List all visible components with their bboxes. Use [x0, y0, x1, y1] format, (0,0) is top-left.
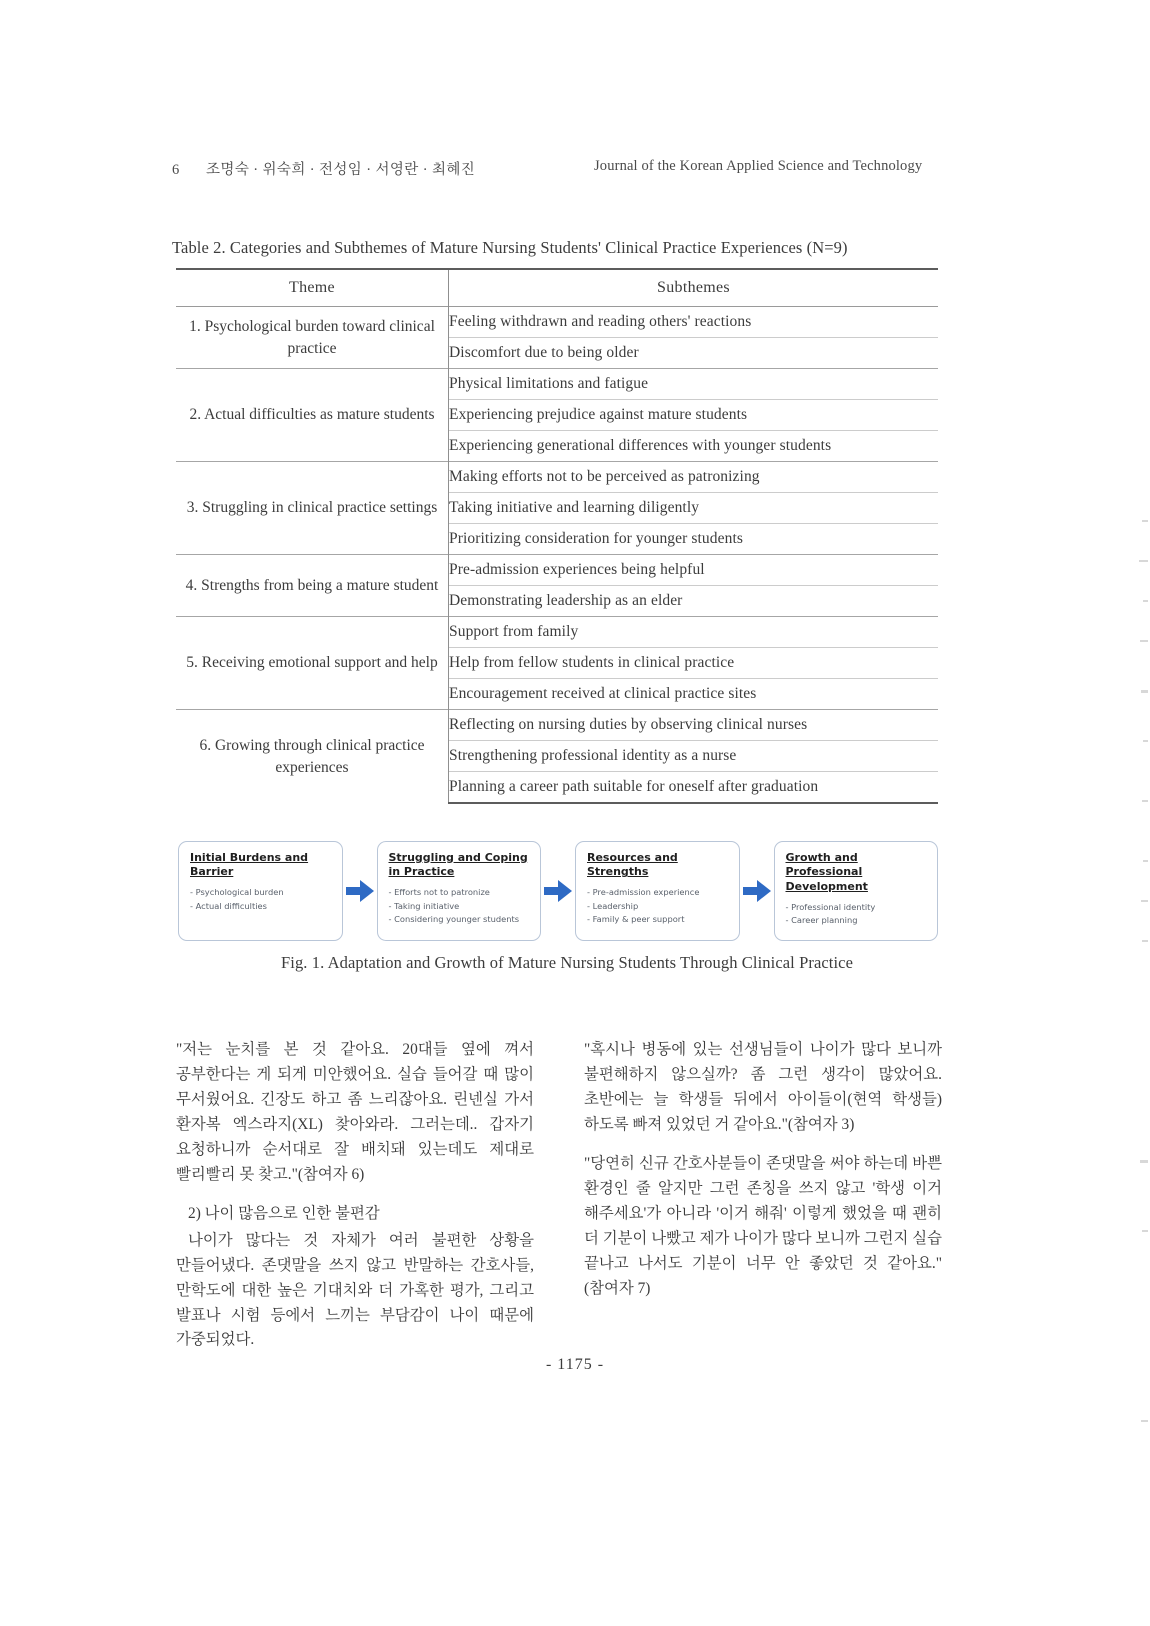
participant-quote: "혹시나 병동에 있는 선생님들이 나이가 많다 보니까 불편해하지 않으실까? 좀 그런 생각이 많았어요. 초반에는 늘 학생들 뒤에서 아이들이(현역 학생들) 하도록 빠져 있었던 거 같아요."(참여자 3)	[584, 1041, 942, 1133]
flow-box-title: Initial Burdens and Barrier	[190, 850, 309, 879]
subtheme-cell: Strengthening professional identity as a nurse	[449, 741, 939, 772]
theme-cell: 5. Receiving emotional support and help	[176, 617, 449, 710]
table-2-wrapper	[176, 268, 938, 804]
theme-cell: 2. Actual difficulties as mature students	[176, 369, 449, 462]
table-row	[176, 710, 938, 741]
running-head-journal-title: Journal of the Korean Applied Science and Technology	[594, 158, 923, 174]
flow-box-resources-strengths	[575, 841, 740, 941]
flow-box-struggling-coping	[377, 841, 542, 941]
subtheme-cell: Physical limitations and fatigue	[449, 369, 939, 400]
flow-box-initial-burdens	[178, 841, 343, 941]
table-2	[176, 268, 938, 804]
subtheme-cell: Demonstrating leadership as an elder	[449, 586, 939, 617]
theme-cell: 6. Growing through clinical practice experiences	[176, 710, 449, 804]
flow-box-item: - Psychological burden	[190, 887, 284, 898]
flow-box-item: - Pre-admission experience	[587, 887, 700, 898]
body-columns	[176, 1038, 942, 1367]
subtheme-cell: Experiencing generational differences with younger students	[449, 431, 939, 462]
arrow-right-icon-3	[740, 841, 774, 941]
flow-box-title: Resources and Strengths	[587, 850, 678, 879]
subtheme-cell: Pre-admission experiences being helpful	[449, 555, 939, 586]
subtheme-cell: Making efforts not to be perceived as patronizing	[449, 462, 939, 493]
scan-edge-artifacts	[1136, 0, 1150, 1626]
subtheme-cell: Discomfort due to being older	[449, 338, 939, 369]
subtheme-cell: Experiencing prejudice against mature students	[449, 400, 939, 431]
subtheme-cell: Encouragement received at clinical practice sites	[449, 679, 939, 710]
flow-box-items	[587, 886, 730, 926]
flow-box-item: - Efforts not to patronize	[388, 887, 490, 898]
flow-box-item: - Career planning	[785, 915, 858, 926]
participant-quote: "저는 눈치를 본 것 같아요. 20대들 옆에 껴서 공부한다는 게 되게 미안했어요. 실습 들어갈 때 많이 무서웠어요. 긴장도 하고 좀 느리잖아요. 린넨실 가서 환자복 엑스라지(XL) 찾아와라. 그러는데.. 갑자기 요청하니까 순서대로 잘 배치돼 있는데도 제대로 빨리빨리 못 찾고."(참여자 6)	[176, 1041, 534, 1183]
subtheme-cell: Prioritizing consideration for younger students	[449, 524, 939, 555]
flow-box-item: - Taking initiative	[388, 900, 460, 911]
running-head	[172, 158, 962, 180]
table-row	[176, 462, 938, 493]
table-row	[176, 307, 938, 338]
flow-box-growth-development	[774, 841, 939, 941]
table-caption: Table 2. Categories and Subthemes of Mature Nursing Students' Clinical Practice Experiences (N=9)	[172, 238, 848, 257]
running-head-authors: 조명숙 · 위숙희 · 전성임 · 서영란 · 최혜진	[206, 162, 476, 178]
participant-quote: "당연히 신규 간호사분들이 존댓말을 써야 하는데 바쁜 환경인 줄 알지만 그런 존칭을 쓰지 않고 '학생 이거 해주세요'가 아니라 '이거 해줘' 이렇게 했었을 때 괜히 더 기분이 나빴고 제가 나이가 많다 보니까 그런지 실습 끝나고 나서도 기분이 너무 안 좋았던 것 같아요."(참여자 7)	[584, 1154, 942, 1297]
flow-box-items	[389, 886, 532, 926]
column-header-subthemes: Subthemes	[657, 279, 730, 296]
flow-box-item: - Family & peer support	[587, 914, 685, 925]
page-footer-number: - 1175 -	[545, 1356, 605, 1373]
subtheme-cell: Reflecting on nursing duties by observing clinical nurses	[449, 710, 939, 741]
arrow-right-icon-2	[541, 841, 575, 941]
table-head	[176, 269, 938, 307]
table-row	[176, 617, 938, 648]
theme-cell: 1. Psychological burden toward clinical practice	[176, 307, 449, 369]
arrow-right-icon-1	[343, 841, 377, 941]
flow-box-title: Struggling and Coping in Practice	[388, 850, 528, 879]
flow-box-items	[190, 886, 333, 913]
table-row	[176, 369, 938, 400]
table-row	[176, 555, 938, 586]
flow-box-item: - Actual difficulties	[190, 900, 267, 911]
subtheme-cell: Planning a career path suitable for oneself after graduation	[449, 772, 939, 804]
flow-box-item: - Considering younger students	[388, 914, 520, 925]
subtheme-cell: Support from family	[449, 617, 939, 648]
table-header-row	[176, 269, 938, 307]
flow-box-title: Growth and Professional Development	[785, 850, 868, 894]
theme-cell: 4. Strengths from being a mature student	[176, 555, 449, 617]
flow-box-item: - Leadership	[587, 900, 639, 911]
theme-cell: 3. Struggling in clinical practice settings	[176, 462, 449, 555]
column-header-theme: Theme	[176, 269, 449, 307]
figure-caption: Fig. 1. Adaptation and Growth of Mature Nursing Students Through Clinical Practice	[280, 953, 854, 972]
flow-box-item: - Professional identity	[785, 902, 876, 913]
table-body	[176, 307, 938, 804]
subtheme-cell: Help from fellow students in clinical practice	[449, 648, 939, 679]
figure-1-flowchart	[178, 838, 938, 943]
body-paragraph: 나이가 많다는 것 자체가 여러 불편한 상황을 만들어냈다. 존댓말을 쓰지 않고 반말하는 간호사들, 만학도에 대한 높은 기대치와 더 가혹한 평가, 그리고 발표나 시험 등에서 느끼는 부담감이 나이 때문에 가중되었다.	[176, 1231, 534, 1349]
subtheme-cell: Taking initiative and learning diligently	[449, 493, 939, 524]
left-column	[176, 1038, 534, 1367]
subtheme-cell: Feeling withdrawn and reading others' reactions	[449, 312, 752, 330]
subsection-heading: 2) 나이 많음으로 인한 불편감	[188, 1204, 380, 1222]
running-head-page-number: 6	[172, 162, 180, 178]
right-column	[584, 1038, 942, 1367]
flow-box-items	[786, 901, 929, 928]
